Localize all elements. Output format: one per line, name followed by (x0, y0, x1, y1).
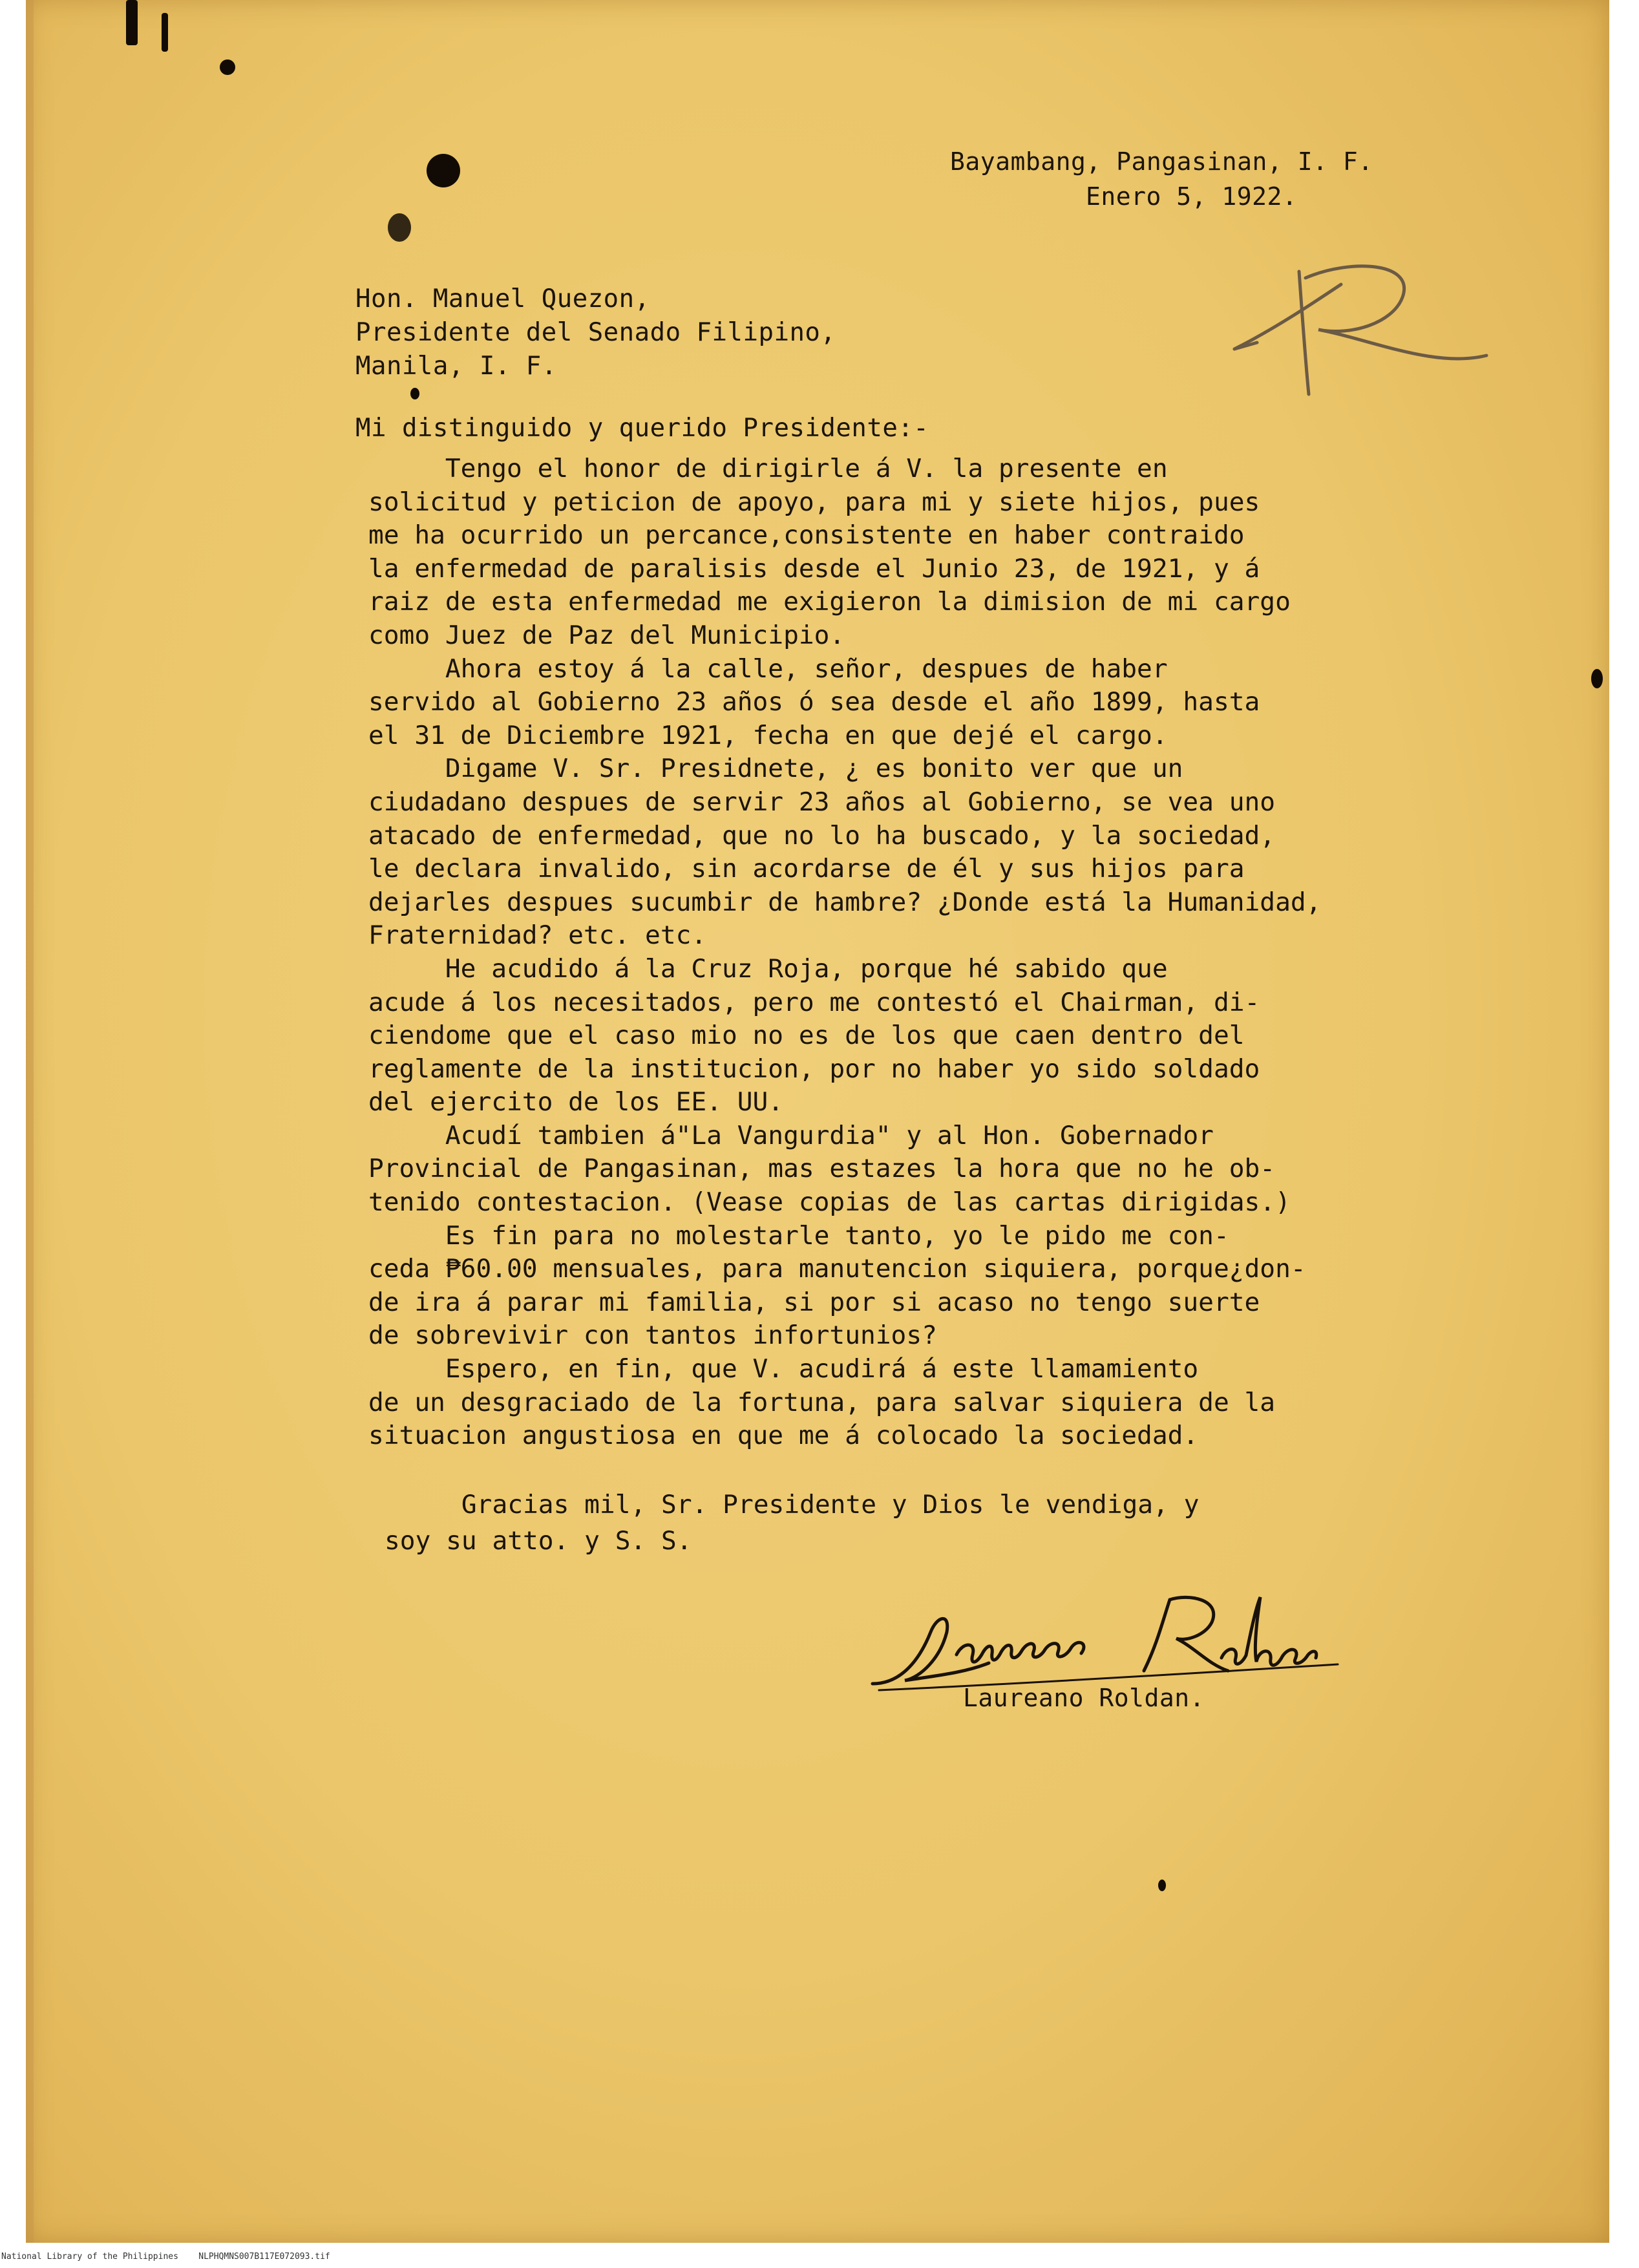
body-line: el 31 de Diciembre 1921, fecha en que dejé el cargo. (368, 720, 1168, 750)
body-line: Espero, en fin, que V. acudirá á este llamamiento (368, 1354, 1199, 1384)
body-line: me ha ocurrido un percance,consistente en haber contraido (368, 520, 1245, 551)
body-line: Ahora estoy á la calle, señor, despues de haber (368, 653, 1168, 684)
letter-closing (385, 1487, 1613, 1559)
recipient-line-2: Presidente del Senado Filipino, (355, 318, 836, 347)
letter-date: Enero 5, 1922. (1086, 182, 1298, 211)
body-line: Acudí tambien á"La Vangurdia" y al Hon. Gobernador (368, 1120, 1214, 1150)
letter-body (368, 452, 1622, 1453)
body-line: ceda ₱60.00 mensuales, para manutencion siquiera, porque¿don- (368, 1254, 1306, 1284)
pencil-r-mark-icon (1221, 259, 1506, 407)
body-line: Tengo el honor de dirigirle á V. la presente en (368, 454, 1168, 483)
salutation: Mi distinguido y querido Presidente:- (355, 414, 929, 443)
ink-stain (410, 388, 419, 399)
recipient-line-1: Hon. Manuel Quezon, (355, 284, 650, 313)
body-line: como Juez de Paz del Municipio. (368, 620, 845, 650)
ink-stain (388, 213, 411, 242)
closing-line: Gracias mil, Sr. Presidente y Dios le vendiga, y (385, 1490, 1200, 1520)
ink-stain (1158, 1880, 1166, 1891)
recipient-line-3: Manila, I. F. (355, 352, 557, 381)
ink-stain (126, 0, 138, 45)
archive-credit: National Library of the Philippines NLPHQMNS007B117E072093.tif (1, 2252, 330, 2262)
ink-stain (220, 59, 235, 75)
letter-page (26, 0, 1609, 2243)
body-line: atacado de enfermedad, que no lo ha buscado, y la sociedad, (368, 820, 1276, 851)
body-line: reglamente de la institucion, por no haber yo sido soldado (368, 1054, 1260, 1084)
handwritten-signature (860, 1587, 1351, 1697)
body-line: le declara invalido, sin acordarse de él y sus hijos para (368, 854, 1245, 884)
ink-stain (427, 154, 460, 187)
body-line: la enfermedad de paralisis desde el Junio 23, de 1921, y á (368, 553, 1260, 584)
page-edge (26, 0, 34, 2243)
body-line: de un desgraciado de la fortuna, para salvar siquiera de la (368, 1387, 1276, 1417)
body-line: ciendome que el caso mio no es de los que caen dentro del (368, 1021, 1245, 1051)
body-line: acude á los necesitados, pero me contestó el Chairman, di- (368, 987, 1260, 1017)
body-line: servido al Gobierno 23 años ó sea desde el año 1899, hasta (368, 687, 1260, 717)
body-line: de ira á parar mi familia, si por si acaso no tengo suerte (368, 1287, 1260, 1317)
body-line: de sobrevivir con tantos infortunios? (368, 1320, 937, 1351)
body-line: Provincial de Pangasinan, mas estazes la hora que no he ob- (368, 1154, 1276, 1184)
body-line: Fraternidad? etc. etc. (368, 920, 707, 951)
signature-typed-name: Laureano Roldan. (963, 1684, 1205, 1712)
body-line: tenido contestacion. (Vease copias de las cartas dirigidas.) (368, 1187, 1291, 1218)
body-line: ciudadano despues de servir 23 años al Gobierno, se vea uno (368, 787, 1276, 817)
body-line: situacion angustiosa en que me á colocado la sociedad. (368, 1421, 1199, 1451)
body-line: Digame V. Sr. Presidnete, ¿ es bonito ver que un (368, 754, 1183, 784)
closing-line: soy su atto. y S. S. (385, 1526, 692, 1556)
body-line: dejarles despues sucumbir de hambre? ¿Donde está la Humanidad, (368, 887, 1322, 917)
ink-stain (162, 13, 168, 52)
body-line: solicitud y peticion de apoyo, para mi y siete hijos, pues (368, 487, 1260, 517)
body-line: raiz de esta enfermedad me exigieron la dimision de mi cargo (368, 587, 1291, 617)
body-line: Es fin para no molestarle tanto, yo le pido me con- (368, 1220, 1229, 1251)
body-line: del ejercito de los EE. UU. (368, 1087, 784, 1118)
body-line: He acudido á la Cruz Roja, porque hé sabido que (368, 953, 1168, 984)
letter-place: Bayambang, Pangasinan, I. F. (950, 147, 1373, 176)
